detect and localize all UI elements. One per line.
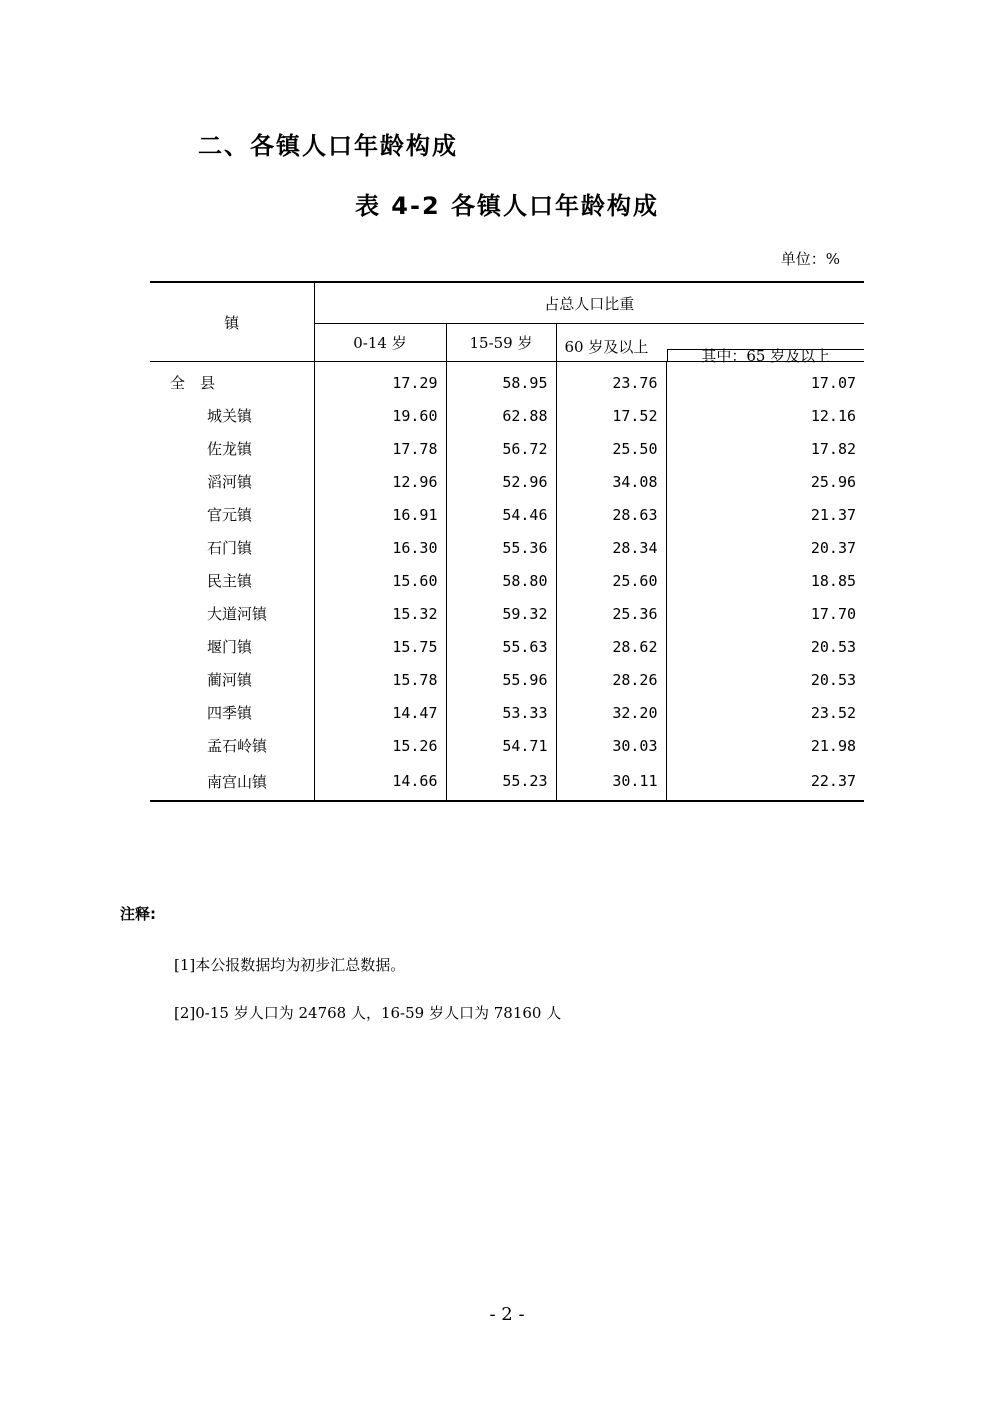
- value-age-60-plus: 28.34: [556, 531, 666, 564]
- town-name: 石门镇: [150, 531, 314, 564]
- value-age-0-14: 15.26: [314, 729, 446, 762]
- value-age-15-59: 52.96: [446, 465, 556, 498]
- value-age-65-plus: 17.82: [810, 439, 857, 458]
- value-age-60-plus: 32.20: [556, 696, 666, 729]
- value-age-60-plus: 34.08: [556, 465, 666, 498]
- table-row: [150, 399, 864, 432]
- value-age-15-59: 59.32: [446, 597, 556, 630]
- town-name: 堰门镇: [150, 630, 314, 663]
- value-age-0-14: 15.78: [314, 663, 446, 696]
- header-age-60-plus: 60 岁及以上 其中：65 岁及以上: [556, 324, 864, 362]
- notes-title: 注释:: [120, 905, 156, 923]
- value-age-0-14: 16.30: [314, 531, 446, 564]
- town-name: 四季镇: [150, 696, 314, 729]
- value-age-15-59: 62.88: [446, 399, 556, 432]
- note-2: [2]0-15 岁人口为 24768 人，16-59 岁人口为 78160 人: [174, 1004, 562, 1022]
- table-title: 表 4-2 各镇人口年龄构成: [354, 192, 660, 220]
- value-age-0-14: 15.60: [314, 564, 446, 597]
- table-row: [150, 432, 864, 465]
- town-name: 蔺河镇: [150, 663, 314, 696]
- table-row: [150, 531, 864, 564]
- age-structure-table: [150, 281, 864, 802]
- value-age-0-14: 12.96: [314, 465, 446, 498]
- town-name: 官元镇: [150, 498, 314, 531]
- value-age-65-plus: 12.16: [810, 406, 857, 425]
- table-row: [150, 362, 864, 400]
- value-age-15-59: 55.96: [446, 663, 556, 696]
- town-name: 民主镇: [150, 564, 314, 597]
- value-age-65-plus: 21.98: [810, 736, 857, 755]
- table-row: [150, 630, 864, 663]
- value-age-0-14: 16.91: [314, 498, 446, 531]
- town-name: 全 县: [150, 362, 314, 400]
- value-age-15-59: 54.46: [446, 498, 556, 531]
- value-age-60-plus: 25.36: [556, 597, 666, 630]
- header-share-of-total: 占总人口比重: [314, 282, 864, 324]
- section-title: 二、各镇人口年龄构成: [198, 132, 458, 160]
- value-age-15-59: 56.72: [446, 432, 556, 465]
- value-age-15-59: 55.23: [446, 762, 556, 801]
- header-town: 镇: [150, 282, 314, 362]
- value-age-15-59: 58.95: [446, 362, 556, 400]
- value-age-0-14: 19.60: [314, 399, 446, 432]
- table-row: [150, 696, 864, 729]
- value-age-15-59: 55.63: [446, 630, 556, 663]
- value-age-65-plus: 20.37: [810, 538, 857, 557]
- value-age-60-plus: 17.52: [556, 399, 666, 432]
- town-name: 佐龙镇: [150, 432, 314, 465]
- header-age-0-14: 0-14 岁: [314, 324, 446, 362]
- table-body: [150, 362, 864, 802]
- value-age-65-plus: 25.96: [810, 472, 857, 491]
- value-age-15-59: 58.80: [446, 564, 556, 597]
- value-age-65-plus: 20.53: [810, 637, 857, 656]
- value-age-65-plus: 23.52: [810, 703, 857, 722]
- table-row: [150, 564, 864, 597]
- value-age-15-59: 55.36: [446, 531, 556, 564]
- value-age-60-plus: 25.60: [556, 564, 666, 597]
- value-age-65-plus: 21.37: [810, 505, 857, 524]
- table-row: [150, 729, 864, 762]
- value-age-0-14: 15.32: [314, 597, 446, 630]
- value-age-0-14: 14.66: [314, 762, 446, 801]
- table-row: [150, 597, 864, 630]
- table-row: [150, 663, 864, 696]
- page-number: - 2 -: [489, 1304, 525, 1325]
- value-age-15-59: 53.33: [446, 696, 556, 729]
- value-age-0-14: 15.75: [314, 630, 446, 663]
- town-name: 孟石岭镇: [150, 729, 314, 762]
- table-row: [150, 498, 864, 531]
- town-name: 城关镇: [150, 399, 314, 432]
- value-age-60-plus: 28.26: [556, 663, 666, 696]
- value-age-60-plus: 30.03: [556, 729, 666, 762]
- value-age-65-plus: 17.70: [810, 604, 857, 623]
- table-row: [150, 465, 864, 498]
- town-name: 滔河镇: [150, 465, 314, 498]
- value-age-60-plus: 28.62: [556, 630, 666, 663]
- value-age-65-plus: 22.37: [666, 762, 864, 801]
- value-age-65-plus: 20.53: [810, 670, 857, 689]
- value-age-0-14: 17.29: [314, 362, 446, 400]
- value-age-65-plus: 17.07: [810, 373, 857, 392]
- header-age-65-plus: 其中：65 岁及以上: [667, 349, 865, 361]
- value-age-0-14: 14.47: [314, 696, 446, 729]
- table-row: [150, 762, 864, 801]
- town-name: 大道河镇: [150, 597, 314, 630]
- value-age-0-14: 17.78: [314, 432, 446, 465]
- value-age-60-plus: 23.76: [556, 362, 666, 400]
- value-age-60-plus: 28.63: [556, 498, 666, 531]
- note-1: [1]本公报数据均为初步汇总数据。: [174, 956, 406, 974]
- value-age-65-plus: 18.85: [810, 571, 857, 590]
- unit-label: 单位：%: [780, 250, 840, 268]
- header-age-15-59: 15-59 岁: [446, 324, 556, 362]
- value-age-60-plus: 25.50: [556, 432, 666, 465]
- value-age-15-59: 54.71: [446, 729, 556, 762]
- value-age-60-plus: 30.11: [556, 762, 666, 801]
- town-name: 南宫山镇: [150, 762, 314, 801]
